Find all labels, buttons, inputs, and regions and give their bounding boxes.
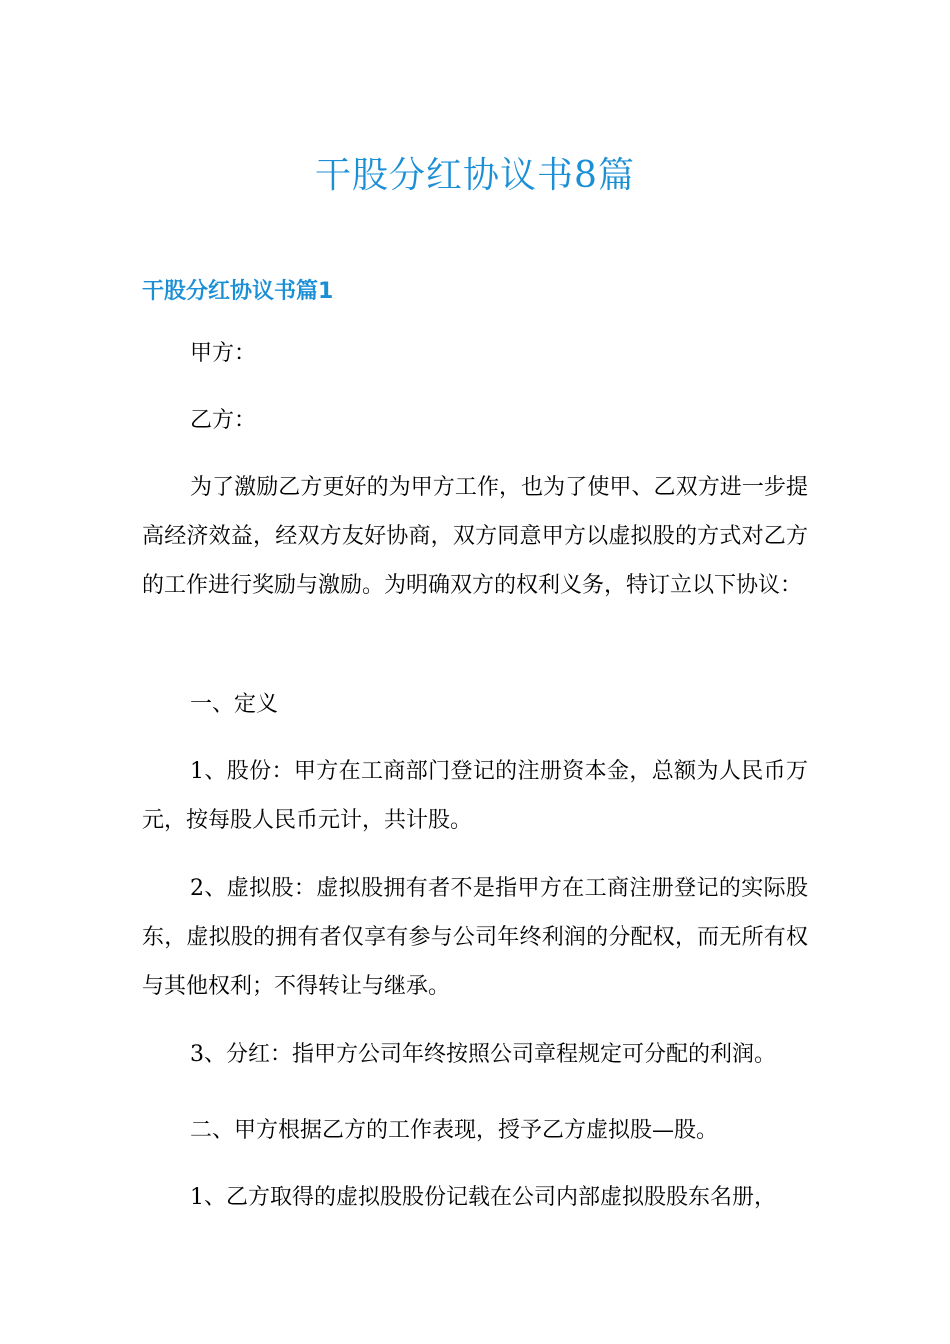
section-heading: 干股分红协议书篇1: [142, 279, 334, 304]
definition-shares: 1、股份：甲方在工商部门登记的注册资本金，总额为人民币万元，按每股人民币元计，共计股。: [142, 759, 808, 833]
preamble-paragraph: 为了激励乙方更好的为甲方工作，也为了使甲、乙双方进一步提高经济效益，经双方友好协商，双方同意甲方以虚拟股的方式对乙方的工作进行奖励与激励。为明确双方的权利义务，特订立以下协议：: [142, 475, 808, 598]
party-b-line: 乙方：: [190, 408, 257, 433]
section-one-heading: 一、定义: [190, 692, 279, 717]
party-a-line: 甲方：: [190, 341, 257, 366]
definition-virtual-shares: 2、虚拟股：虚拟股拥有者不是指甲方在工商注册登记的实际股东，虚拟股的拥有者仅享有参与公司年终利润的分配权，而无所有权与其他权利；不得转让与继承。: [142, 876, 808, 999]
section-two-heading: 二、甲方根据乙方的工作表现，授予乙方虚拟股—股。: [190, 1118, 719, 1143]
definition-dividend: 3、分红：指甲方公司年终按照公司章程规定可分配的利润。: [190, 1042, 776, 1067]
document-title: 干股分红协议书8篇: [315, 155, 635, 196]
clause-two-one: 1、乙方取得的虚拟股股份记载在公司内部虚拟股股东名册，: [190, 1185, 776, 1210]
